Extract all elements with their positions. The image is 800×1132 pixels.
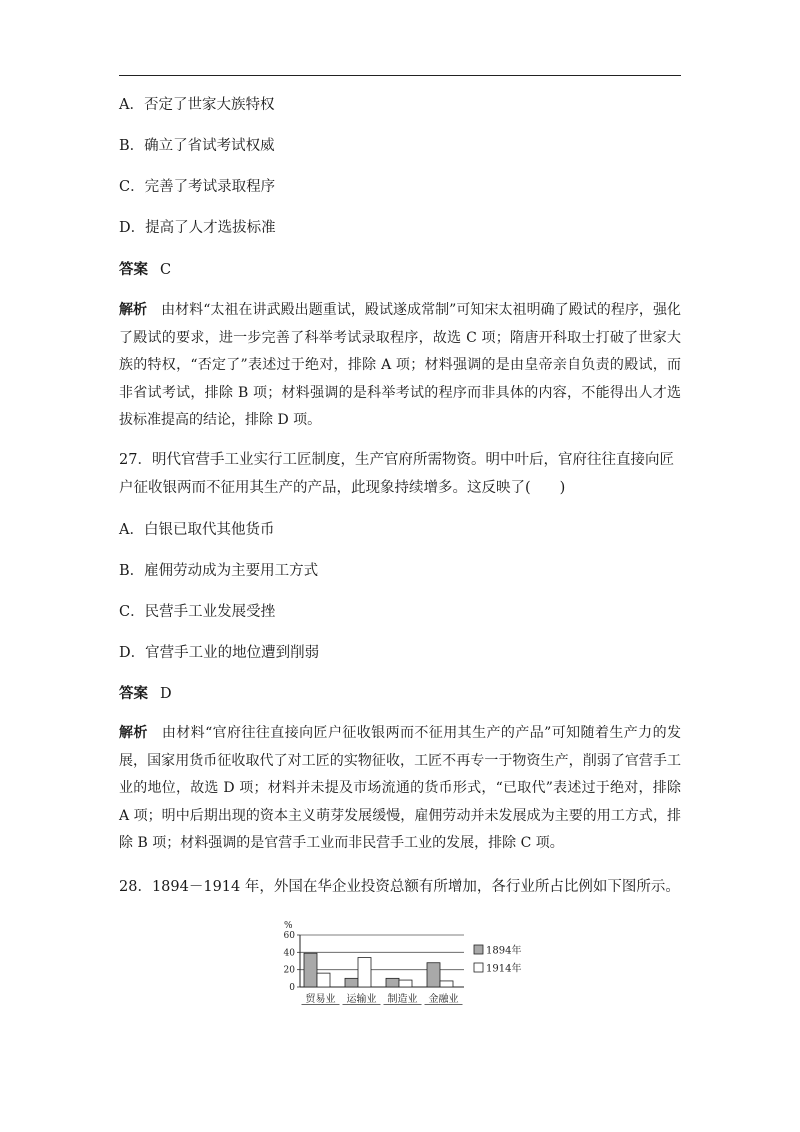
q26-answer [119,260,171,280]
bar-1914 [358,958,371,987]
analysis-label: 解析 [119,302,148,318]
q28-stem: 28．1894－1914 年，外国在华企业投资总额有所增加，各行业所占比例如下图所示。 [119,879,680,895]
analysis-text: 由材料“官府往往直接向匠户征收银两而不征用其生产的产品”可知随着生产力的发展，国家用货币征收取代了对工匠的实物征收，工匠不再专一于物资生产，削弱了官营手工业的地位，故选 D 项；材料并未提及市场流通的货币形式，“已取代”表述过于绝对，排除 A 项；明中后期出现的资本主义萌芽发展缓慢，雇佣劳动并未发展成为主要的用工方式，排除 B 项；材料强调的是官营手工业而非民营手工业的发展，排除 C 项。 [119,725,682,851]
y-tick-label: 60 [283,931,295,941]
q27-option-a: A．白银已取代其他货币 [119,522,275,538]
q26-option-c: C．完善了考试录取程序 [119,179,276,195]
q27-option-c: C．民营手工业发展受挫 [119,604,276,620]
x-category-label: 运输业 [346,994,377,1005]
bar-1894 [345,978,358,987]
header-rule [119,75,681,76]
q27-answer [119,684,172,704]
y-tick-label: 20 [283,965,295,976]
q26-option-d: D．提高了人才选拔标准 [119,220,276,236]
investment-bar-chart [280,913,530,1013]
q27-option-d: D．官营手工业的地位遭到削弱 [119,645,320,661]
q27-option-b: B．雇佣劳动成为主要用工方式 [119,563,319,579]
bar-1894 [386,978,399,987]
bar-1894 [427,963,440,987]
y-axis-unit-label: % [284,921,293,931]
y-tick-label: 40 [283,948,295,959]
q26-option-b: B．确立了省试考试权威 [119,138,275,154]
answer-label: 答案 [119,261,148,278]
x-category-label: 贸易业 [305,994,336,1005]
answer-label: 答案 [119,685,148,702]
q27-stem: 27．明代官营手工业实行工匠制度，生产官府所需物资。明中叶后，官府往往直接向匠户征收银两而不征用其生产的产品，此现象持续增多。这反映了( ) [119,452,674,496]
answer-value: D [160,686,172,702]
legend-swatch [474,963,483,972]
q27-analysis [119,720,681,858]
q26-analysis [119,297,681,435]
q26-option-a: A．否定了世家大族特权 [119,97,275,113]
bar-1914 [399,980,412,987]
analysis-text: 由材料“太祖在讲武殿出题重试，殿试遂成常制”可知宋太祖明确了殿试的程序，强化了殿试的要求，进一步完善了科举考试录取程序，故选 C 项；隋唐开科取士打破了世家大族的特权，“否定了”表述过于绝对，排除 A 项；材料强调的是由皇帝亲自负责的殿试，而非省试考试，排除 B 项；材料强调的是科举考试的程序而非具体的内容，不能得出人才选拔标准提高的结论，排除 D 项。 [119,302,682,428]
answer-value: C [160,262,172,278]
legend-label: 1894年 [486,945,522,957]
y-tick-label: 0 [289,983,295,993]
bar-1914 [317,973,330,987]
bar-1894 [304,953,317,987]
x-category-label: 制造业 [387,994,418,1005]
bar-1914 [440,981,453,987]
legend-label: 1914年 [486,963,522,975]
legend-swatch [474,945,483,954]
x-category-label: 金融业 [428,994,459,1005]
analysis-label: 解析 [119,725,148,741]
